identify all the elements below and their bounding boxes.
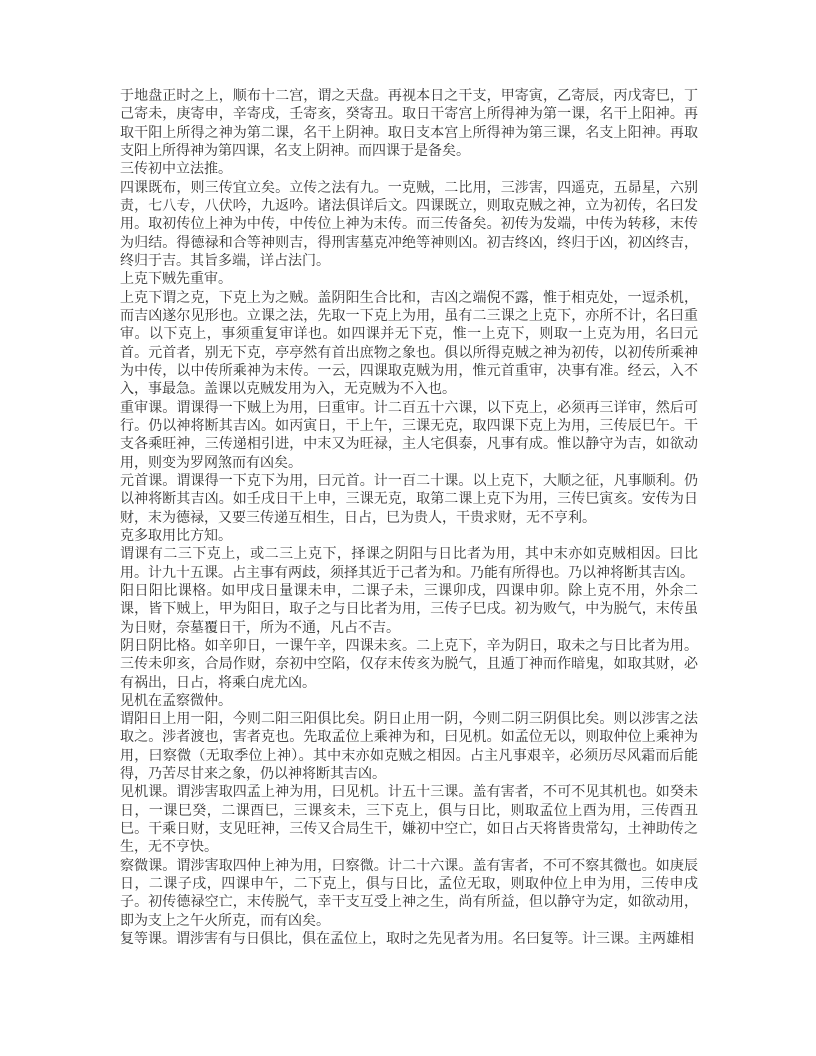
paragraph: 重审课。谓课得一下贼上为用，曰重审。计二百五十六课，以下克上，必须再三详审，然后可行。仍以神将断其吉凶。如丙寅日，干上午，三课无克，取四课下克上为用，三传辰巳午。干支各乘旺神，三传递相引进，中末又为旺禄，主人宅俱泰，凡事有成。惟以静守为吉，如欲动用，则变为罗网煞而有凶矣。 [120, 400, 698, 471]
section-heading: 克多取用比方知。 [120, 528, 232, 544]
paragraph: 谓课有二三下克上，或二三上克下，择课之阴阳与日比者为用，其中末亦如克贼相因。曰比用。计九十五课。占主事有两歧，须择其近于己者为和。乃能有所得也。乃以神将断其吉凶。 [120, 547, 698, 581]
paragraph: 阳日阳比课格。如甲戌日量课未申，二课子未，三课卯戌，四课申卯。除上克不用，外余二课，皆下贼上，甲为阳日，取子之与日比者为用，三传子巳戌。初为败气，中为脱气，末传虽为日财，奈墓覆日干，所为不通，凡占不吉。 [120, 583, 698, 636]
text-block [120, 88, 698, 949]
paragraph: 察微课。谓涉害取四仲上神为用，曰察微。计二十六课。盖有害者，不可不察其微也。如庚辰日，二课子戌，四课申午，二下克上，俱与日比，孟位无取，则取仲位上申为用，三传申戌子。初传德禄空亡，末传脱气，幸干支互受上神之生，尚有所益，但以静守为定，如欲动用，即为支上之午火所克，而有凶矣。 [120, 858, 698, 929]
paragraph: 见机课。谓涉害取四孟上神为用，曰见机。计五十三课。盖有害者，不可不见其机也。如癸未日，一课巳癸，二课酉巳，三课亥未，三下克上，俱与日比，则取孟位上酉为用，三传酉丑巳。干乘日财，支见旺神，三传又合局生干，嫌初中空亡，如日占天将皆贵常勾，土神助传之生，无不亨快。 [120, 785, 698, 856]
section-heading: 见机在孟察微仲。 [120, 693, 232, 709]
paragraph: 上克下谓之克，下克上为之贼。盖阴阳生合比和，吉凶之端倪不露，惟于相克处，一逗杀机，而吉凶遂尔见形也。立课之法，先取一下克上为用，虽有二三课之上克下，亦所不计，名曰重审。以下克上，事须重复审详也。如四课并无下克，惟一上克下，则取一上克为用，名曰元首。元首者，别无下克，亭亭然有首出庶物之象也。俱以所得克贼之神为初传，以初传所乘神为中传，以中传所乘神为末传。一云，四课取克贼为用，惟元首重审，决事有准。经云，入不入，事最急。盖课以克贼发用为入，无克贼为不入也。 [120, 290, 698, 398]
paragraph: 于地盘正时之上，顺布十二宫，谓之天盘。再视本日之干支，甲寄寅，乙寄辰，丙戊寄巳，丁己寄未，庚寄申，辛寄戌，壬寄亥，癸寄丑。取日干寄宫上所得神为第一课，名干上阳神。再取干阳上所得之神为第二课，名干上阴神。取日支本宫上所得神为第三课，名支上阳神。再取支阳上所得神为第四课，名支上阴神。而四课于是备矣。 [120, 89, 698, 159]
paragraph: 元首课。谓课得一下克下为用，曰元首。计一百二十课。以上克下，大顺之征，凡事顺利。仍以神将断其吉凶。如壬戌日干上申，三课无克，取第二课上克下为用，三传巳寅亥。安传为日财，末为德禄，又要三传递互相生，日占，巳为贵人，干贵求财，无不亨利。 [120, 473, 698, 526]
paragraph: 复等课。谓涉害有与日俱比，俱在孟位上，取时之先见者为用。名曰复等。计三课。主两雄相 [120, 932, 694, 948]
paragraph: 阴日阴比格。如辛卯日，一课午辛，四课未亥。二上克下，辛为阴日，取未之与日比者为用。三传未卯亥，合局作财，奈初中空陷，仅存末传亥为脱气，且遁丁神而作暗鬼，如取其财，必有祸出，日占，将乘白虎尤凶。 [120, 638, 698, 691]
paragraph: 四课既布，则三传宜立矣。立传之法有九。一克贼，二比用，三涉害，四遥克，五昴星，六别责，七八专，八伏吟，九返吟。诸法俱详后文。四课既立，则取克贼之神，立为初传，名曰发用。取初传位上神为中传，中传位上神为末传。而三传备矣。初传为发端，中传为转移，末传为归结。得德禄和合等神则吉，得刑害墓克冲绝等神则凶。初吉终凶，终归于凶，初凶终吉，终归于吉。其旨多端，详占法门。 [120, 180, 698, 269]
section-heading: 三传初中立法推。 [120, 162, 232, 178]
paragraph: 谓阳日上用一阳，今则二阳三阳俱比矣。阴日止用一阴，今则二阴三阴俱比矣。则以涉害之法取之。涉者渡也，害者克也。先取孟位上乘神为和，曰见机。如孟位无以，则取仲位上乘神为用，曰察微（无取季位上神）。其中末亦如克贼之相因。占主凡事艰辛，必须历尽风霜而后能得，乃苦尽甘来之象，仍以神将断其吉凶。 [120, 712, 698, 783]
section-heading: 上克下贼先重审。 [120, 272, 232, 288]
